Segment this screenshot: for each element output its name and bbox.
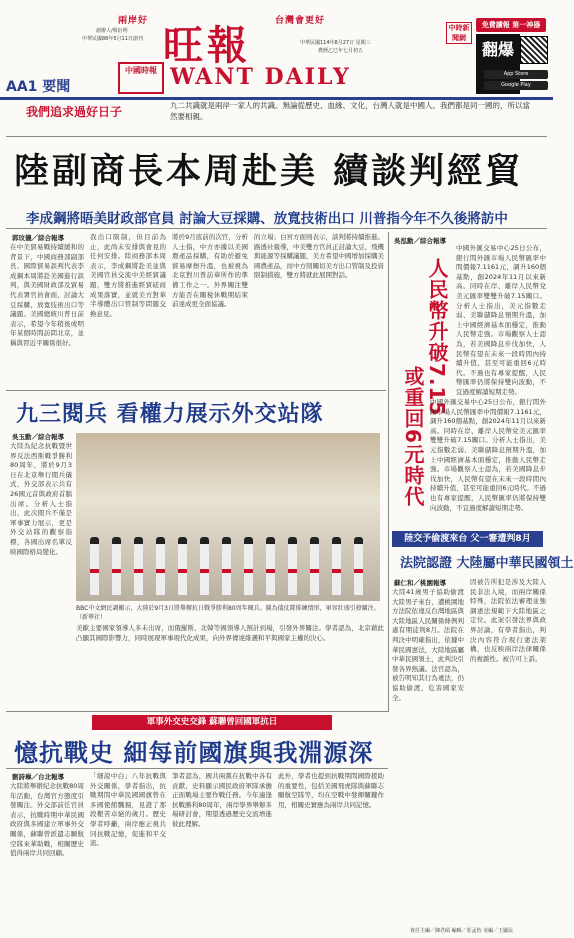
issue-date: 中華民國114年8月27日 星期三 [300, 40, 371, 46]
parade-body-col2: 美歐主要國家領導人多未出席，而俄羅斯、北韓等國領導人預計到場，引發外界關注。學者認為，北京藉此凸顯其國際影響力，同時展現軍事現代化成果，向外界傳達維護和平與國家主權的決心。 [76, 624, 384, 642]
rmb-headline-2[interactable]: 或重回6元時代 [401, 366, 425, 507]
motto: 我們追求過好日子 [26, 105, 123, 119]
history-body-col3: 筆者認為，國共兩黨在抗戰中各有貢獻，史料顯示國民政府軍隊承擔正面戰場主要作戰任務。今年適逢抗戰勝利80周年，兩岸學界舉辦多場研討會，期望透過歷史交流增進彼此理解。 [172, 772, 272, 828]
masthead-title-cn: 旺報 [163, 22, 251, 69]
lead-body-col4: 的立場；白宮方面則表示，談判將持續推進。路透社報導，中美雙方官員正討論大豆、飛機與能源等採購議題，美方希望中國增加採購美國農產品，而中方則關切美方出口管制及投資限制措施，雙方將就此展開對話。 [254, 233, 384, 280]
lead-body-col3: 將於9月底前的次官，分析人士指，中方亦據以美國農產品採購，有助於避免貿易摩擦升溫，也被視為北京對川普訪華所作的準備工作之一。外界關注雙方能否在關稅休戰期結束前達成更全面協議。 [172, 233, 248, 309]
slogan-left: 兩岸好 [118, 16, 149, 26]
divider [6, 228, 547, 229]
tagline: 九二共識就是兩岸一家人的共識。無論從歷史、血緣、文化，台灣人就是中國人。我們都是同一國的，所以當然要相親。 [170, 101, 530, 121]
ka-headline[interactable]: 法院認證 大陸屬中華民國領土 [400, 556, 574, 571]
divider [6, 711, 388, 712]
parade-body-col1: 大陸為紀念抗戰暨世界反法西斯戰爭勝利80周年，將於9月3日在北京舉行閱兵儀式，外交部表示共有26國元首與政府首腦出席。分析人士指出，此次閱兵不僅是軍事實力展示，更是外交站隊的觀察指標，各國出席名單反映國際格局變化。 [10, 442, 72, 556]
editor-credits: 責任主編／陳君碩 編輯／莊孟怡 美編／王顯民 [410, 928, 514, 934]
google-play-badge[interactable]: Google Play [484, 81, 548, 90]
parade-photo [76, 433, 380, 601]
lead-body-col1: 在中美貿易戰持續緩和的背景下，中國商務部副部長、國際貿易談判代表李成鋼本周將赴美國進行談判，與美國財政部及貿易代表署官員會面，討論大豆採購、放寬技術出口等議題。美國總統川普日前表示，希望今年稍後或明年某個時間訪問北京，並稱與習近平關係很好。 [10, 243, 84, 347]
divider [6, 136, 547, 137]
history-kicker-bar: 軍事外交史交鋒 蘇聯曾回國軍抗日 [92, 715, 332, 730]
lunar-date: 農曆乙巳年七月初五 [318, 48, 364, 54]
history-body-col1: 大陸將舉辦紀念抗戰80周年活動，台灣官方態度引發關注。外交部前任官員表示，抗戰時期中華民國政府與多國建立軍事外交關係，蘇聯曾派遣志願航空隊來華助戰，相關歷史值得兩岸共同回顧。 [10, 782, 84, 858]
history-headline[interactable]: 憶抗戰史 細每前國旗與我淵源深 [14, 739, 374, 767]
app-logo[interactable]: 翻爆 [476, 34, 520, 94]
lead-byline: 郭玟儀／綜合報導 [12, 234, 64, 242]
app-store-badge[interactable]: App Store [484, 70, 548, 79]
ka-byline: 蘇仁和／桃園報導 [394, 579, 446, 587]
parade-byline: 吳玉勳／綜合報導 [12, 433, 64, 441]
divider [6, 390, 386, 391]
masthead [0, 0, 553, 136]
rmb-body-col1: 中國外匯交易中心25日公布，銀行間外匯市場人民幣匯率中間價報7.1161元，調升160個基點，創2024年11月以來新高。同時在岸、離岸人民幣兌美元匯率雙雙升破7.15關口。分析人士指出，美元指數走弱、美聯儲降息預期升溫，加上中國經濟基本面穩定，推動人民幣走強。市場觀察人士認為，若美國降息步伐加快，人民幣有望在未來一段時間內持續升值，甚至可能重回6元時代。不過也有專家提醒，人民幣匯率仍將保持雙向波動，不宜過度解讀短期走勢。 [456, 244, 546, 396]
ka-body-col1: 大陸41歲男子協助偷渡大陸男子來台，遭桃園地方法院依違反台灣地區與大陸地區人民關係條例判處有期徒刑8月。法院在判決中明確指出，依據中華民國憲法，大陸地區屬中華民國領土，此判決引發各界熱議。法官認為，被告明知其行為違法，仍協助偷渡，危害國家安全。 [392, 588, 464, 702]
china-times-seal: 中國時報 [118, 62, 164, 94]
photo-caption: BBC中文網民調顯示，大陸於9月3日將舉辦抗日戰爭勝利80周年閱兵。圖為儀仗隊排練情形，軍容壯盛引發關注。（新華社） [76, 605, 380, 621]
masthead-title-en: WANT DAILY [170, 64, 351, 90]
history-byline: 劉詩琳／台北報導 [12, 773, 64, 781]
lead-subhead: 李成鋼將晤美財政部官員 討論大豆採購、放寬技術出口 川普指今年不久後將訪中 [26, 211, 508, 227]
rmb-byline: 吳泓勳／綜合報導 [394, 237, 446, 245]
slogan-right: 台灣會更好 [275, 16, 326, 26]
lead-headline[interactable]: 陸副商長本周赴美 續談判經貿 [14, 151, 524, 192]
ka-body-col2: 因被告所犯是涉及大陸人民非法入境，而兩岸關係特殊，法院依法審理並強調憲法規範下大陸地區之定位。此案引發法界與政界討論，有學者指出，判決內容符合現行憲法架構，也反映兩岸法律關係的複雜性。被告可上訴。 [470, 578, 546, 663]
history-body-col4: 此外，學者也提到抗戰期間國際援助的重要性，包括美國飛虎隊與蘇聯志願航空隊等，均在空戰中發揮關鍵作用，相關史實應為兩岸共同記憶。 [278, 772, 384, 809]
free-reading-banner[interactable]: 免費讀報 第一神器 [476, 18, 546, 32]
rmb-headline-1[interactable]: 人民幣升破7.15 [425, 258, 449, 417]
founding-date: 中華民國88年5月11日創刊 [82, 36, 143, 42]
founder: 創辦人/蔡衍明 [96, 28, 128, 34]
rmb-body-col2: 中國外匯交易中心25日公布，銀行間外匯市場人民幣匯率中間價報7.1161元，調升160個基點，創2024年11月以來新高。同時在岸、離岸人民幣兌美元匯率雙雙升破7.15關口。分析人士指出，美元指數走弱、美聯儲降息預期升溫，加上中國經濟基本面穩定，推動人民幣走強。市場觀察人士認為，若美國降息步伐加快，人民幣有望在未來一段時間內持續升值，甚至可能重回6元時代。不過也有專家提醒，人民幣匯率仍將保持雙向波動，不宜過度解讀短期走勢。 [430, 398, 546, 512]
divider [6, 768, 388, 769]
ka-kicker-bar: 陸交予偷渡來台 父一審遭判8月 [392, 531, 543, 547]
parade-headline[interactable]: 九三閱兵 看權力展示外交站隊 [16, 402, 324, 427]
history-body-col2: 「細說中白」八年抗戰與外交關係，學者指出，抗戰期間中華民國國旗曾在多國使館飄揚，見證了那段艱苦卓絕的歲月。歷史學者呼籲，兩岸應正視共同抗戰記憶，促進和平交流。 [90, 772, 166, 848]
lead-body-col2: 我出口限制，但目前為止，此尚未安排與會見的任何安排。陸商務部本周表示，李成鋼將赴美並與美國官員交流中美經貿議題，雙方將推進經貿磋商成果落實，並就美方對華半導體出口管制等問題交換意見。 [90, 233, 166, 318]
page-label: AA1 要聞 [6, 79, 71, 95]
chinatimes-news-logo[interactable]: 中時新聞網 [446, 22, 472, 44]
qr-code-icon[interactable] [520, 36, 548, 64]
column-divider [388, 232, 389, 712]
